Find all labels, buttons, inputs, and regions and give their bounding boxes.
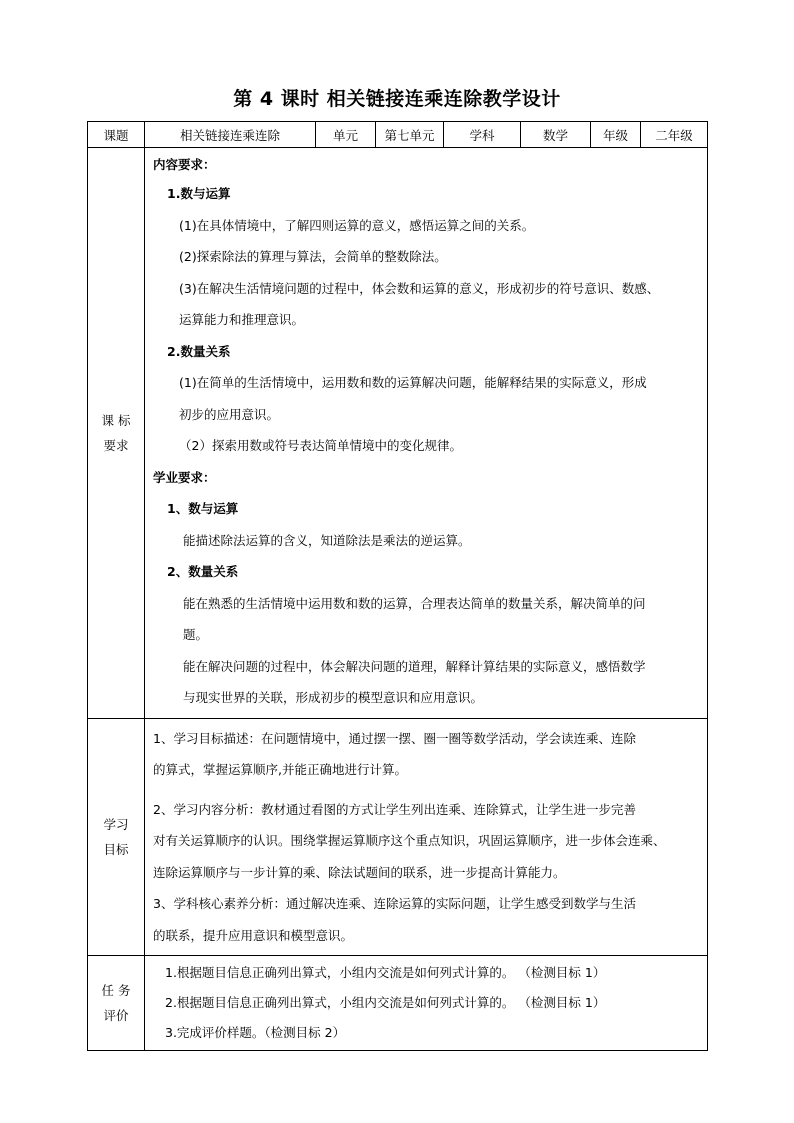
curriculum-label: 课 标 要求 bbox=[88, 148, 145, 719]
goals-content bbox=[145, 718, 708, 956]
list-item: (1)在简单的生活情境中，运用数和数的运算解决问题，能解释结果的实际意义，形成 bbox=[179, 375, 647, 390]
goals-label: 学习 目标 bbox=[88, 718, 145, 956]
tasks-label: 任 务 评价 bbox=[88, 956, 145, 1051]
topic-label: 课题 bbox=[88, 122, 145, 148]
task-item: 3.完成评价样题。（检测目标 2） bbox=[165, 1025, 346, 1040]
tasks-content bbox=[145, 956, 708, 1051]
tasks-row bbox=[88, 956, 708, 1051]
page-title: 第 4 课时 相关链接连乘连除教学设计 bbox=[233, 88, 561, 110]
paragraph: 与现实世界的关联，形成初步的模型意识和应用意识。 bbox=[183, 690, 484, 705]
academic-heading: 学业要求： bbox=[153, 469, 216, 485]
goal-line: 对有关运算顺序的认识。围绕掌握运算顺序这个重点知识，巩固运算顺序，进一步体会连乘、 bbox=[153, 833, 666, 848]
curriculum-row bbox=[88, 148, 708, 719]
section-heading: 2.数量关系 bbox=[167, 343, 231, 359]
list-item: （2）探索用数或符号表达简单情境中的变化规律。 bbox=[179, 438, 462, 453]
grade-label: 年级 bbox=[591, 122, 641, 148]
list-item: (3)在解决生活情境问题的过程中，体会数和运算的意义，形成初步的符号意识、数感、 bbox=[179, 280, 660, 296]
goals-row bbox=[88, 718, 708, 956]
goal-line: 1、学习目标描述：在问题情境中，通过摆一摆、圈一圈等数学活动，学会读连乘、连除 bbox=[153, 730, 636, 746]
paragraph: 题。 bbox=[183, 627, 209, 642]
goal-line: 2、学习内容分析：教材通过看图的方式让学生列出连乘、连除算式，让学生进一步完善 bbox=[153, 801, 636, 817]
task-item: 1.根据题目信息正确列出算式，小组内交流是如何列式计算的。 （检测目标 1） bbox=[165, 965, 606, 980]
subject-label: 学科 bbox=[444, 122, 521, 148]
lesson-plan-table bbox=[87, 121, 708, 1051]
content-heading: 内容要求： bbox=[153, 157, 216, 172]
section-heading: 1、数与运算 bbox=[167, 501, 239, 516]
section-heading: 2、数量关系 bbox=[167, 564, 239, 579]
goal-line: 连除运算顺序与一步计算的乘、除法试题间的联系，进一步提高计算能力。 bbox=[153, 864, 566, 880]
subject-value: 数学 bbox=[521, 122, 591, 148]
paragraph: 能在熟悉的生活情境中运用数和数的运算，合理表达简单的数量关系，解决简单的问 bbox=[183, 595, 646, 611]
header-row bbox=[88, 122, 708, 148]
list-item: 运算能力和推理意识。 bbox=[179, 312, 305, 327]
list-item: (1)在具体情境中，了解四则运算的意义，感悟运算之间的关系。 bbox=[179, 217, 535, 233]
paragraph: 能描述除法运算的含义，知道除法是乘法的逆运算。 bbox=[183, 532, 471, 548]
unit-label: 单元 bbox=[316, 122, 376, 148]
unit-value: 第七单元 bbox=[376, 122, 444, 148]
section-heading: 1.数与运算 bbox=[167, 186, 231, 201]
goal-line: 3、学科核心素养分析：通过解决连乘、连除运算的实际问题，让学生感受到数学与生活 bbox=[153, 896, 636, 911]
curriculum-content bbox=[145, 148, 708, 719]
goal-line: 的联系，提升应用意识和模型意识。 bbox=[153, 927, 354, 943]
grade-value: 二年级 bbox=[641, 122, 708, 148]
topic-value: 相关链接连乘连除 bbox=[145, 122, 316, 148]
goal-line: 的算式，掌握运算顺序,并能正确地进行计算。 bbox=[153, 762, 407, 777]
paragraph: 能在解决问题的过程中，体会解决问题的道理，解释计算结果的实际意义，感悟数学 bbox=[183, 658, 646, 674]
list-item: (2)探索除法的算理与算法，会简单的整数除法。 bbox=[179, 249, 447, 264]
list-item: 初步的应用意识。 bbox=[179, 406, 280, 422]
task-item: 2.根据题目信息正确列出算式，小组内交流是如何列式计算的。 （检测目标 1） bbox=[165, 995, 606, 1010]
